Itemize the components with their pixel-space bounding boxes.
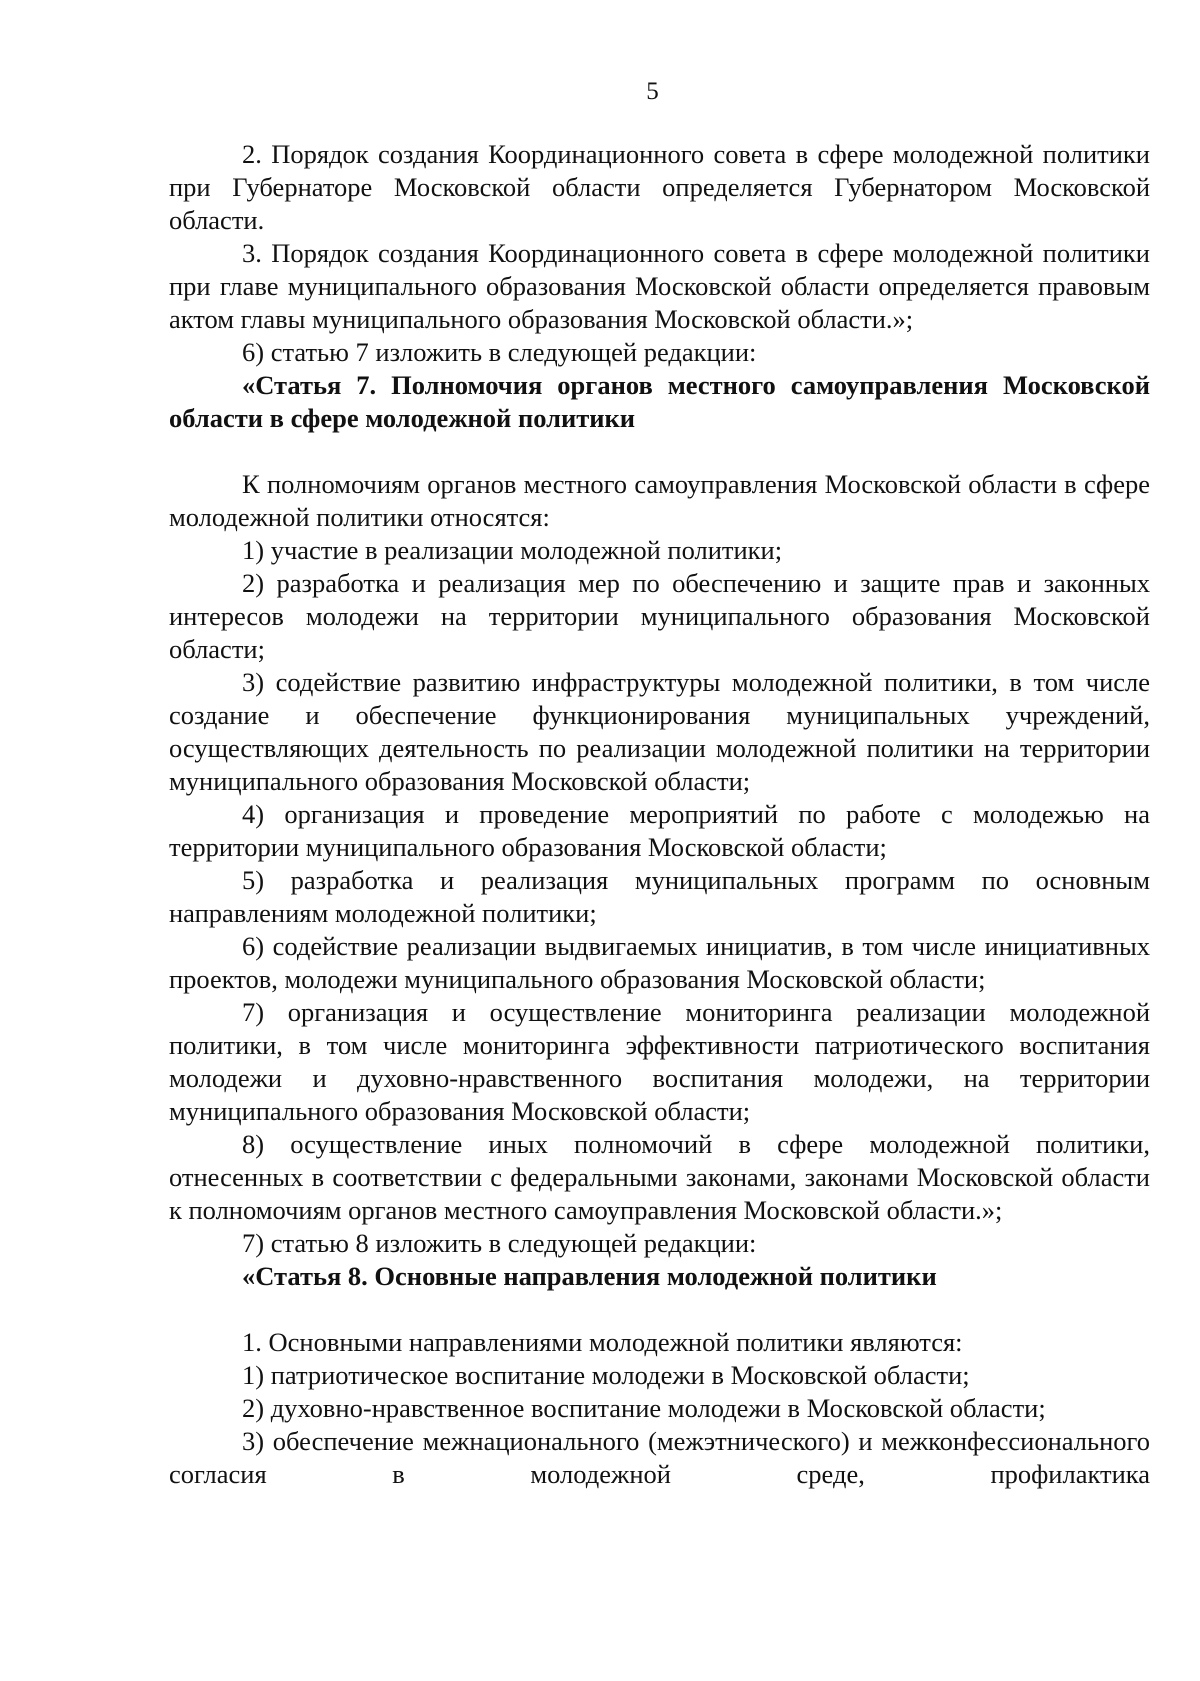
list-item: 3) обеспечение межнационального (межэтнического) и межконфессионального согласия в молодежной среде, профилактика [169,1426,1150,1489]
paragraph-article8-item1: 1. Основными направлениями молодежной политики являются: [242,1327,963,1357]
list-item: 2) духовно-нравственное воспитание молодежи в Московской области; [242,1393,1046,1423]
list-item: 2) разработка и реализация мер по обеспечению и защите прав и законных интересов молодежи на территории муниципального образования Московской области; [169,568,1150,664]
paragraph-article6-item3: 3. Порядок создания Координационного совета в сфере молодежной политики при главе муниципального образования Московской области определяется правовым актом главы муниципального образования Московской области.»; [169,238,1150,334]
list-item: 3) содействие развитию инфраструктуры молодежной политики, в том числе создание и обеспечение функционирования муниципальных учреждений, осуществляющих деятельность по реализации молодежной политики на территории муниципального образования Московской области; [169,667,1150,796]
list-item: 7) организация и осуществление мониторинга реализации молодежной политики, в том числе мониторинга эффективности патриотического воспитания молодежи и духовно-нравственного воспитания молодежи, на территории муниципального образования Московской области; [169,997,1150,1126]
document-body [169,138,1150,1491]
list-item: 1) патриотическое воспитание молодежи в Московской области; [242,1360,970,1390]
list-item: 1) участие в реализации молодежной политики; [242,535,783,565]
list-item: 8) осуществление иных полномочий в сфере молодежной политики, отнесенных в соответствии с федеральными законами, законами Московской области к полномочиям органов местного самоуправления Московской области.»; [169,1129,1150,1225]
paragraph-amendment-7: 7) статью 8 изложить в следующей редакции: [242,1228,757,1258]
page-number: 5 [646,78,659,105]
list-item: 4) организация и проведение мероприятий по работе с молодежью на территории муниципального образования Московской области; [169,799,1150,862]
article-7-heading: «Статья 7. Полномочия органов местного самоуправления Московской области в сфере молодежной политики [169,370,1150,433]
paragraph-article6-item2: 2. Порядок создания Координационного совета в сфере молодежной политики при Губернаторе Московской области определяется Губернатором Московской области. [169,139,1150,235]
list-item: 5) разработка и реализация муниципальных программ по основным направлениям молодежной политики; [169,865,1150,928]
list-item: 6) содействие реализации выдвигаемых инициатив, в том числе инициативных проектов, молодежи муниципального образования Московской области; [169,931,1150,994]
paragraph-article7-intro: К полномочиям органов местного самоуправления Московской области в сфере молодежной политики относятся: [169,469,1150,532]
paragraph-amendment-6: 6) статью 7 изложить в следующей редакции: [242,337,757,367]
article-8-heading: «Статья 8. Основные направления молодежной политики [242,1261,937,1291]
